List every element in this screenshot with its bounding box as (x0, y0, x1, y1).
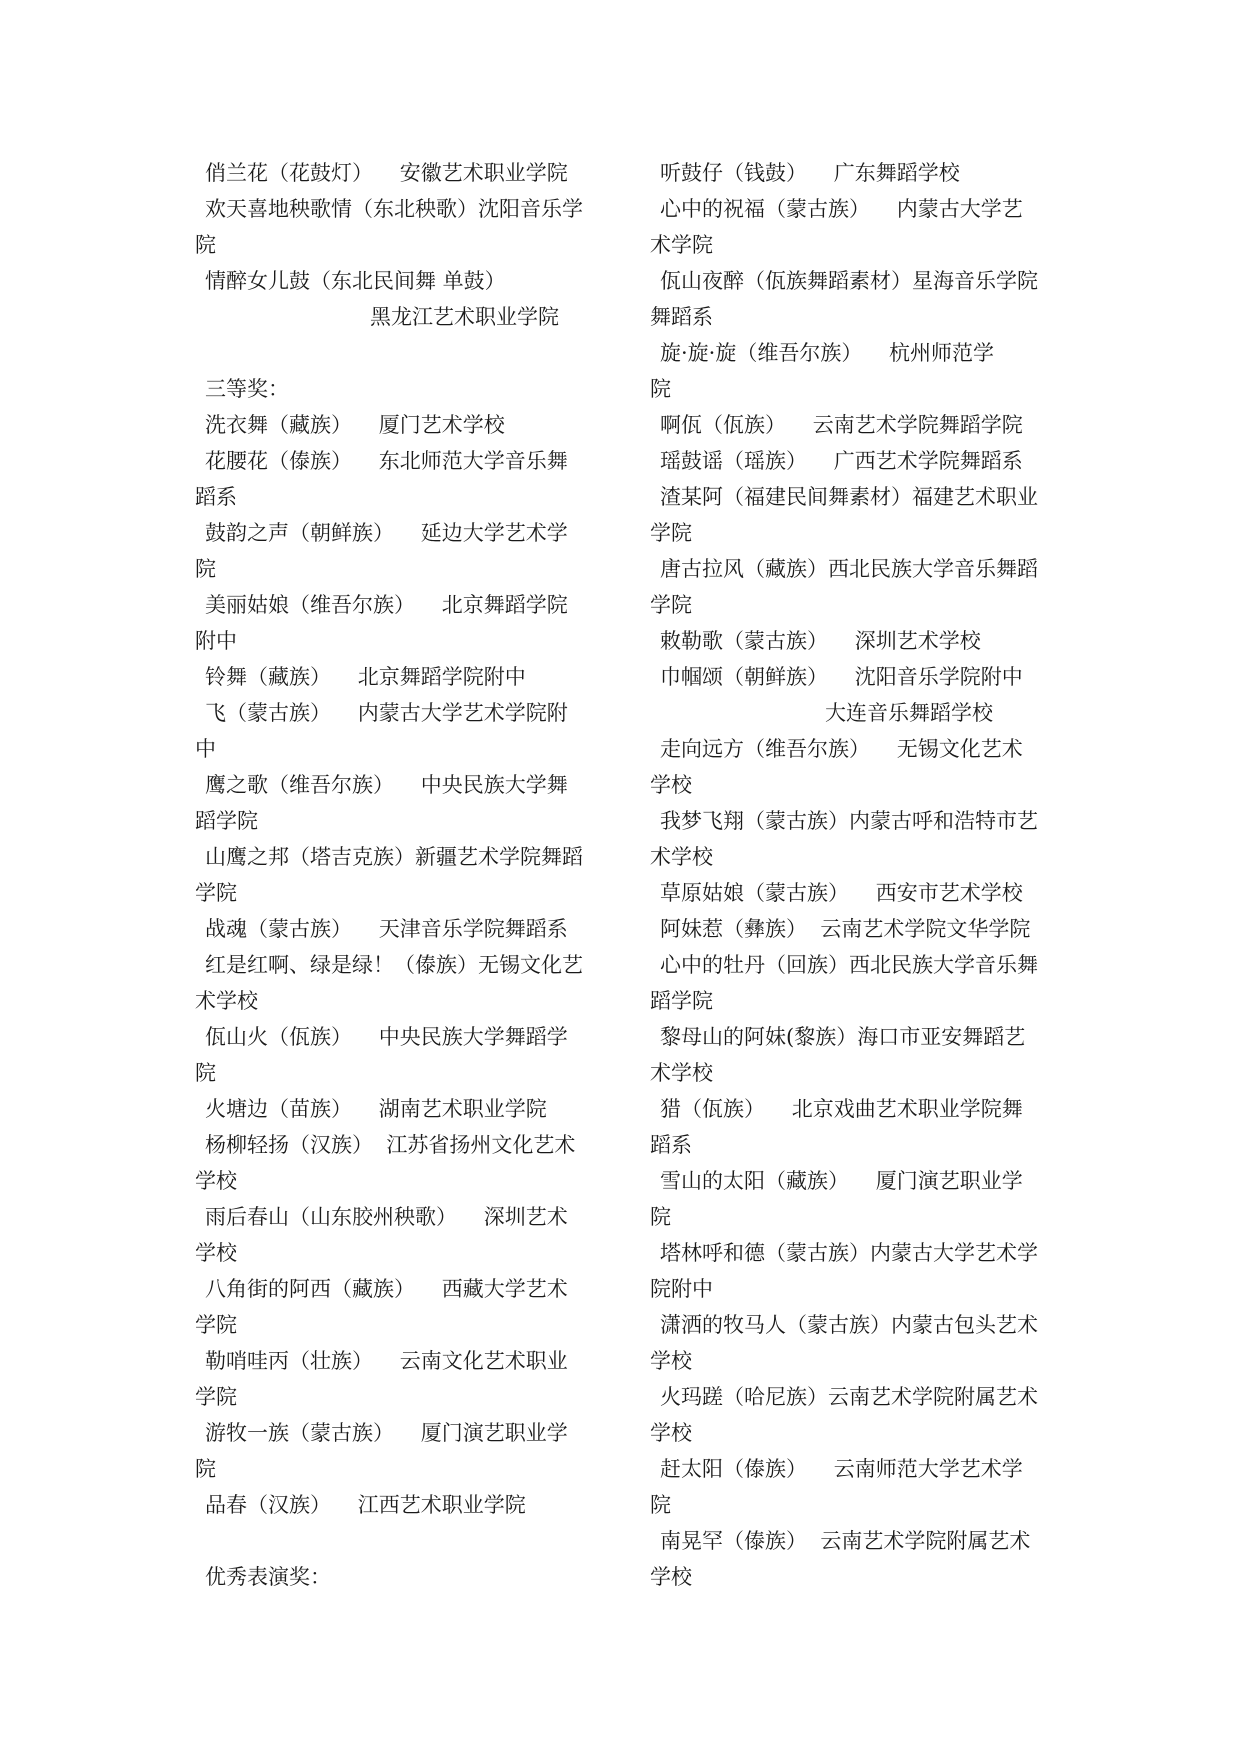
award-entry (195, 515, 595, 587)
entry-line: 飞（蒙古族） 内蒙古大学艺术学院附 (205, 701, 568, 725)
award-entry (650, 911, 1050, 947)
entry-line: 火塘边（苗族） 湖南艺术职业学院 (205, 1097, 547, 1121)
entry-line-continued: 中 (195, 737, 216, 761)
award-entry (195, 1091, 595, 1127)
entry-line-continued: 学院 (195, 1313, 237, 1337)
entry-line: 赶太阳（傣族） 云南师范大学艺术学 (660, 1457, 1023, 1481)
entry-line: 听鼓仔（钱鼓） 广东舞蹈学校 (660, 161, 960, 185)
entry-line-continued: 舞蹈系 (650, 305, 713, 329)
entry-line-continued: 蹈学院 (650, 989, 713, 1013)
entry-line: 欢天喜地秧歌情（东北秧歌）沈阳音乐学 (205, 197, 583, 221)
entry-line-continued: 院 (650, 377, 671, 401)
entry-line: 旋·旋·旋（维吾尔族） 杭州师范学 (660, 341, 995, 365)
award-entry (195, 839, 595, 911)
entry-line-continued: 术学校 (195, 989, 258, 1013)
entry-line: 佤山火（佤族） 中央民族大学舞蹈学 (205, 1025, 568, 1049)
entry-line: 心中的祝福（蒙古族） 内蒙古大学艺 (660, 197, 1023, 221)
entry-line-continued: 学校 (650, 773, 692, 797)
entry-line: 敕勒歌（蒙古族） 深圳艺术学校 (660, 629, 981, 653)
award-entry (195, 1343, 595, 1415)
entry-line: 美丽姑娘（维吾尔族） 北京舞蹈学院 (205, 593, 568, 617)
award-entry (195, 659, 595, 695)
entry-line: 鼓韵之声（朝鲜族） 延边大学艺术学 (205, 521, 568, 545)
award-entry (650, 875, 1050, 911)
award-heading: 三等奖： (205, 377, 289, 401)
entry-line: 啊佤（佤族） 云南艺术学院舞蹈学院 (660, 413, 1023, 437)
award-entry (650, 1019, 1050, 1091)
award-entry (195, 947, 595, 1019)
award-entry (195, 1019, 595, 1091)
award-entry (195, 1487, 595, 1523)
entry-line-continued: 院 (195, 557, 216, 581)
entry-line-continued: 大连音乐舞蹈学校 (825, 701, 993, 725)
entry-line-continued: 学院 (195, 881, 237, 905)
entry-line: 塔林呼和德（蒙古族）内蒙古大学艺术学 (660, 1241, 1038, 1265)
entry-line: 黎母山的阿妹(黎族）海口市亚安舞蹈艺 (660, 1025, 1026, 1049)
entry-line-continued: 学院 (650, 521, 692, 545)
entry-line: 品春（汉族） 江西艺术职业学院 (205, 1493, 526, 1517)
award-entry (195, 695, 595, 767)
award-entry (650, 1163, 1050, 1235)
entry-line: 瑶鼓谣（瑶族） 广西艺术学院舞蹈系 (660, 449, 1023, 473)
entry-line-continued: 蹈学院 (195, 809, 258, 833)
entry-line: 雪山的太阳（藏族） 厦门演艺职业学 (660, 1169, 1023, 1193)
entry-line-continued: 学校 (650, 1565, 692, 1589)
entry-line-continued: 院 (195, 233, 216, 257)
entry-line-continued: 学院 (195, 1385, 237, 1409)
entry-line: 阿妹惹（彝族） 云南艺术学院文华学院 (660, 917, 1031, 941)
section-gap (195, 1523, 595, 1559)
award-entry (650, 623, 1050, 659)
award-entry (195, 443, 595, 515)
award-entry (195, 1415, 595, 1487)
entry-line: 杨柳轻扬（汉族） 江苏省扬州文化艺术 (205, 1133, 576, 1157)
entry-line-continued: 术学校 (650, 845, 713, 869)
award-entry (195, 1271, 595, 1343)
entry-line-continued: 蹈系 (650, 1133, 692, 1157)
entry-line: 火玛蹉（哈尼族）云南艺术学院附属艺术 (660, 1385, 1038, 1409)
entry-line-continued: 黑龙江艺术职业学院 (370, 305, 559, 329)
award-entry (650, 1307, 1050, 1379)
entry-line: 花腰花（傣族） 东北师范大学音乐舞 (205, 449, 568, 473)
entry-line: 俏兰花（花鼓灯） 安徽艺术职业学院 (205, 161, 568, 185)
award-entry (650, 1379, 1050, 1451)
award-entry (650, 443, 1050, 479)
award-entry (650, 947, 1050, 1019)
entry-line: 渣某阿（福建民间舞素材）福建艺术职业 (660, 485, 1038, 509)
entry-line-continued: 附中 (195, 629, 237, 653)
entry-line-continued: 学校 (195, 1169, 237, 1193)
entry-line: 猎（佤族） 北京戏曲艺术职业学院舞 (660, 1097, 1023, 1121)
entry-line: 勒哨哇丙（壮族） 云南文化艺术职业 (205, 1349, 568, 1373)
entry-line-continued: 院 (650, 1205, 671, 1229)
entry-line: 南晃罕（傣族） 云南艺术学院附属艺术 (660, 1529, 1031, 1553)
award-entry (650, 479, 1050, 551)
award-entry (195, 1199, 595, 1271)
award-entry (650, 1091, 1050, 1163)
entry-line: 游牧一族（蒙古族） 厦门演艺职业学 (205, 1421, 568, 1445)
award-entry (650, 803, 1050, 875)
award-entry (650, 263, 1050, 335)
entry-line: 战魂（蒙古族） 天津音乐学院舞蹈系 (205, 917, 568, 941)
award-entry (650, 659, 1050, 731)
entry-line-continued: 学校 (650, 1421, 692, 1445)
award-entry (650, 1235, 1050, 1307)
award-heading: 优秀表演奖： (205, 1565, 331, 1589)
left-column (195, 155, 595, 1595)
entry-line-continued: 蹈系 (195, 485, 237, 509)
entry-line: 红是红啊、绿是绿！（傣族）无锡文化艺 (205, 953, 583, 977)
award-entry (195, 767, 595, 839)
entry-line: 铃舞（藏族） 北京舞蹈学院附中 (205, 665, 526, 689)
award-entry (650, 1523, 1050, 1595)
entry-line: 八角街的阿西（藏族） 西藏大学艺术 (205, 1277, 568, 1301)
entry-line: 唐古拉风（藏族）西北民族大学音乐舞蹈 (660, 557, 1038, 581)
award-entry (195, 587, 595, 659)
award-entry (195, 191, 595, 263)
entry-line-continued: 院附中 (650, 1277, 713, 1301)
entry-line-continued: 院 (195, 1457, 216, 1481)
award-entry (650, 335, 1050, 407)
award-entry (195, 407, 595, 443)
entry-line: 佤山夜醉（佤族舞蹈素材）星海音乐学院 (660, 269, 1038, 293)
entry-line: 洗衣舞（藏族） 厦门艺术学校 (205, 413, 505, 437)
section-gap (195, 335, 595, 371)
award-entry (650, 1451, 1050, 1523)
award-entry (195, 155, 595, 191)
entry-line: 巾帼颂（朝鲜族） 沈阳音乐学院附中 (660, 665, 1023, 689)
entry-line: 鹰之歌（维吾尔族） 中央民族大学舞 (205, 773, 568, 797)
award-entry (650, 407, 1050, 443)
award-entry (650, 551, 1050, 623)
entry-line-continued: 学校 (195, 1241, 237, 1265)
entry-line: 潇洒的牧马人（蒙古族）内蒙古包头艺术 (660, 1313, 1038, 1337)
entry-line-continued: 院 (650, 1493, 671, 1517)
entry-line-continued: 学校 (650, 1349, 692, 1373)
entry-line: 情醉女儿鼓（东北民间舞 单鼓） (205, 269, 506, 293)
award-entry (650, 731, 1050, 803)
entry-line-continued: 术学校 (650, 1061, 713, 1085)
entry-line-continued: 术学院 (650, 233, 713, 257)
entry-line: 走向远方（维吾尔族） 无锡文化艺术 (660, 737, 1023, 761)
award-entry (195, 1127, 595, 1199)
right-column (650, 155, 1050, 1595)
entry-line: 我梦飞翔（蒙古族）内蒙古呼和浩特市艺 (660, 809, 1038, 833)
entry-line: 草原姑娘（蒙古族） 西安市艺术学校 (660, 881, 1023, 905)
award-entry (650, 191, 1050, 263)
entry-line-continued: 院 (195, 1061, 216, 1085)
entry-line-continued: 学院 (650, 593, 692, 617)
entry-line: 雨后春山（山东胶州秧歌） 深圳艺术 (205, 1205, 568, 1229)
entry-line: 心中的牡丹（回族）西北民族大学音乐舞 (660, 953, 1038, 977)
award-entry (195, 911, 595, 947)
award-entry (195, 263, 595, 335)
award-entry (650, 155, 1050, 191)
entry-line: 山鹰之邦（塔吉克族）新疆艺术学院舞蹈 (205, 845, 583, 869)
